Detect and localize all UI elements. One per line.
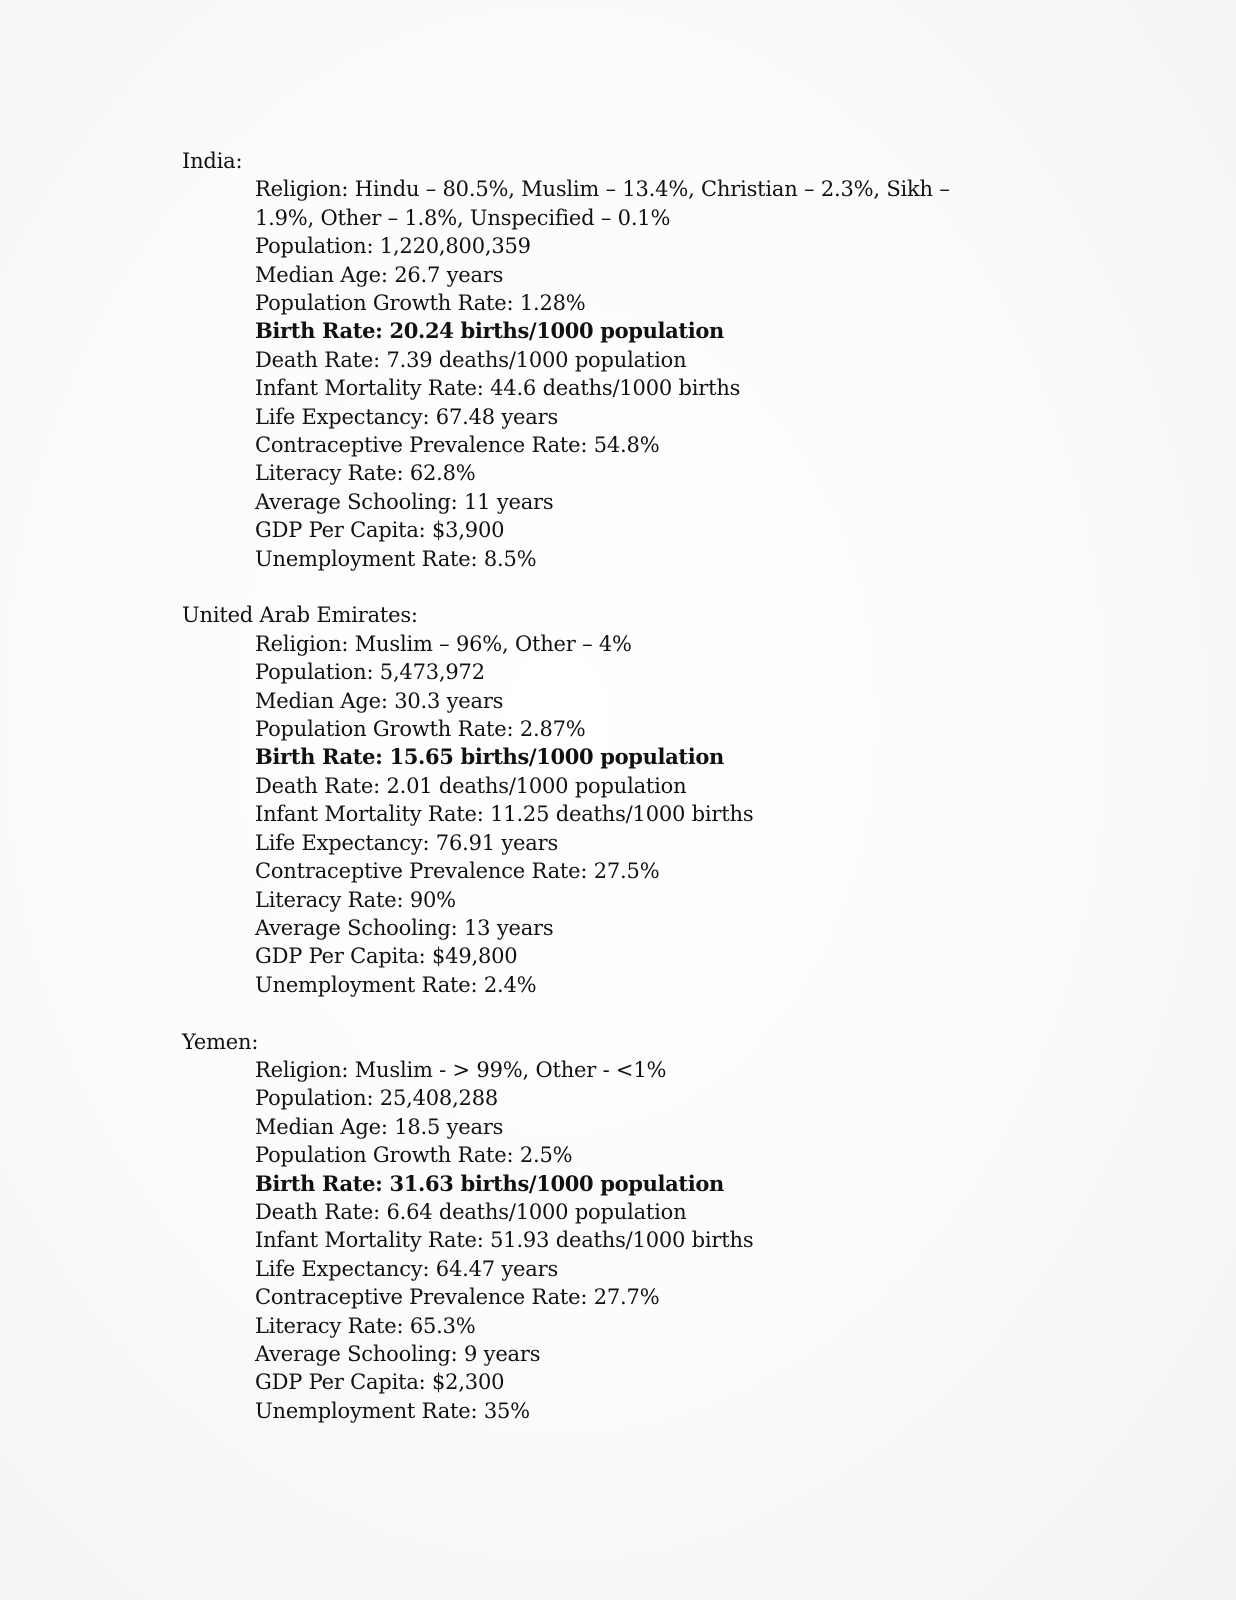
fact-birth-rate: Birth Rate: 20.24 births/1000 population bbox=[255, 318, 724, 344]
fact-religion: Religion: Muslim - > 99%, Other - <1% bbox=[255, 1057, 667, 1082]
fact-average-schooling: Average Schooling: 9 years bbox=[255, 1341, 541, 1366]
fact-average-schooling: Average Schooling: 13 years bbox=[255, 915, 554, 940]
fact-death-rate: Death Rate: 6.64 deaths/1000 population bbox=[255, 1199, 687, 1224]
fact-population: Population: 25,408,288 bbox=[255, 1086, 499, 1111]
fact-median-age: Median Age: 30.3 years bbox=[255, 688, 504, 713]
fact-contraceptive-rate: Contraceptive Prevalence Rate: 27.5% bbox=[255, 859, 660, 884]
fact-death-rate: Death Rate: 7.39 deaths/1000 population bbox=[255, 347, 687, 372]
fact-growth-rate: Population Growth Rate: 2.87% bbox=[255, 717, 586, 742]
fact-infant-mortality: Infant Mortality Rate: 44.6 deaths/1000 births bbox=[255, 376, 741, 401]
fact-contraceptive-rate: Contraceptive Prevalence Rate: 54.8% bbox=[255, 433, 660, 458]
section-united-arab-emirates bbox=[182, 601, 1162, 999]
fact-growth-rate: Population Growth Rate: 2.5% bbox=[255, 1143, 573, 1168]
fact-life-expectancy: Life Expectancy: 67.48 years bbox=[255, 404, 559, 429]
fact-life-expectancy: Life Expectancy: 64.47 years bbox=[255, 1256, 559, 1281]
fact-growth-rate: Population Growth Rate: 1.28% bbox=[255, 291, 586, 316]
fact-contraceptive-rate: Contraceptive Prevalence Rate: 27.7% bbox=[255, 1285, 660, 1310]
fact-gdp-per-capita: GDP Per Capita: $3,900 bbox=[255, 518, 505, 543]
fact-life-expectancy: Life Expectancy: 76.91 years bbox=[255, 830, 559, 855]
fact-literacy-rate: Literacy Rate: 90% bbox=[255, 887, 456, 912]
fact-list bbox=[255, 630, 1162, 999]
fact-gdp-per-capita: GDP Per Capita: $2,300 bbox=[255, 1370, 505, 1395]
fact-median-age: Median Age: 26.7 years bbox=[255, 262, 504, 287]
fact-infant-mortality: Infant Mortality Rate: 11.25 deaths/1000 births bbox=[255, 802, 754, 827]
fact-birth-rate: Birth Rate: 15.65 births/1000 population bbox=[255, 744, 724, 770]
section-title: United Arab Emirates: bbox=[182, 603, 418, 628]
fact-average-schooling: Average Schooling: 11 years bbox=[255, 489, 554, 514]
fact-unemployment-rate: Unemployment Rate: 8.5% bbox=[255, 546, 537, 571]
fact-population: Population: 1,220,800,359 bbox=[255, 234, 531, 259]
fact-population: Population: 5,473,972 bbox=[255, 660, 485, 685]
section-india bbox=[182, 147, 1162, 573]
fact-religion: Religion: Hindu – 80.5%, Muslim – 13.4%, Christian – 2.3%, Sikh – 1.9%, Other – 1.8%, Unspecified – 0.1% bbox=[255, 177, 950, 230]
section-yemen bbox=[182, 1028, 1162, 1426]
fact-list bbox=[255, 1056, 1162, 1425]
section-title: Yemen: bbox=[182, 1029, 259, 1054]
section-title: India: bbox=[182, 149, 243, 173]
fact-list bbox=[255, 175, 1162, 573]
fact-death-rate: Death Rate: 2.01 deaths/1000 population bbox=[255, 773, 687, 798]
section-spacer bbox=[182, 999, 1162, 1027]
fact-unemployment-rate: Unemployment Rate: 2.4% bbox=[255, 972, 537, 997]
fact-literacy-rate: Literacy Rate: 65.3% bbox=[255, 1313, 476, 1338]
document-page bbox=[182, 147, 1162, 1425]
fact-unemployment-rate: Unemployment Rate: 35% bbox=[255, 1398, 530, 1423]
section-spacer bbox=[182, 573, 1162, 601]
fact-literacy-rate: Literacy Rate: 62.8% bbox=[255, 461, 476, 486]
fact-gdp-per-capita: GDP Per Capita: $49,800 bbox=[255, 944, 518, 969]
fact-infant-mortality: Infant Mortality Rate: 51.93 deaths/1000 births bbox=[255, 1228, 754, 1253]
fact-religion: Religion: Muslim – 96%, Other – 4% bbox=[255, 631, 632, 656]
fact-median-age: Median Age: 18.5 years bbox=[255, 1114, 504, 1139]
fact-birth-rate: Birth Rate: 31.63 births/1000 population bbox=[255, 1170, 724, 1196]
